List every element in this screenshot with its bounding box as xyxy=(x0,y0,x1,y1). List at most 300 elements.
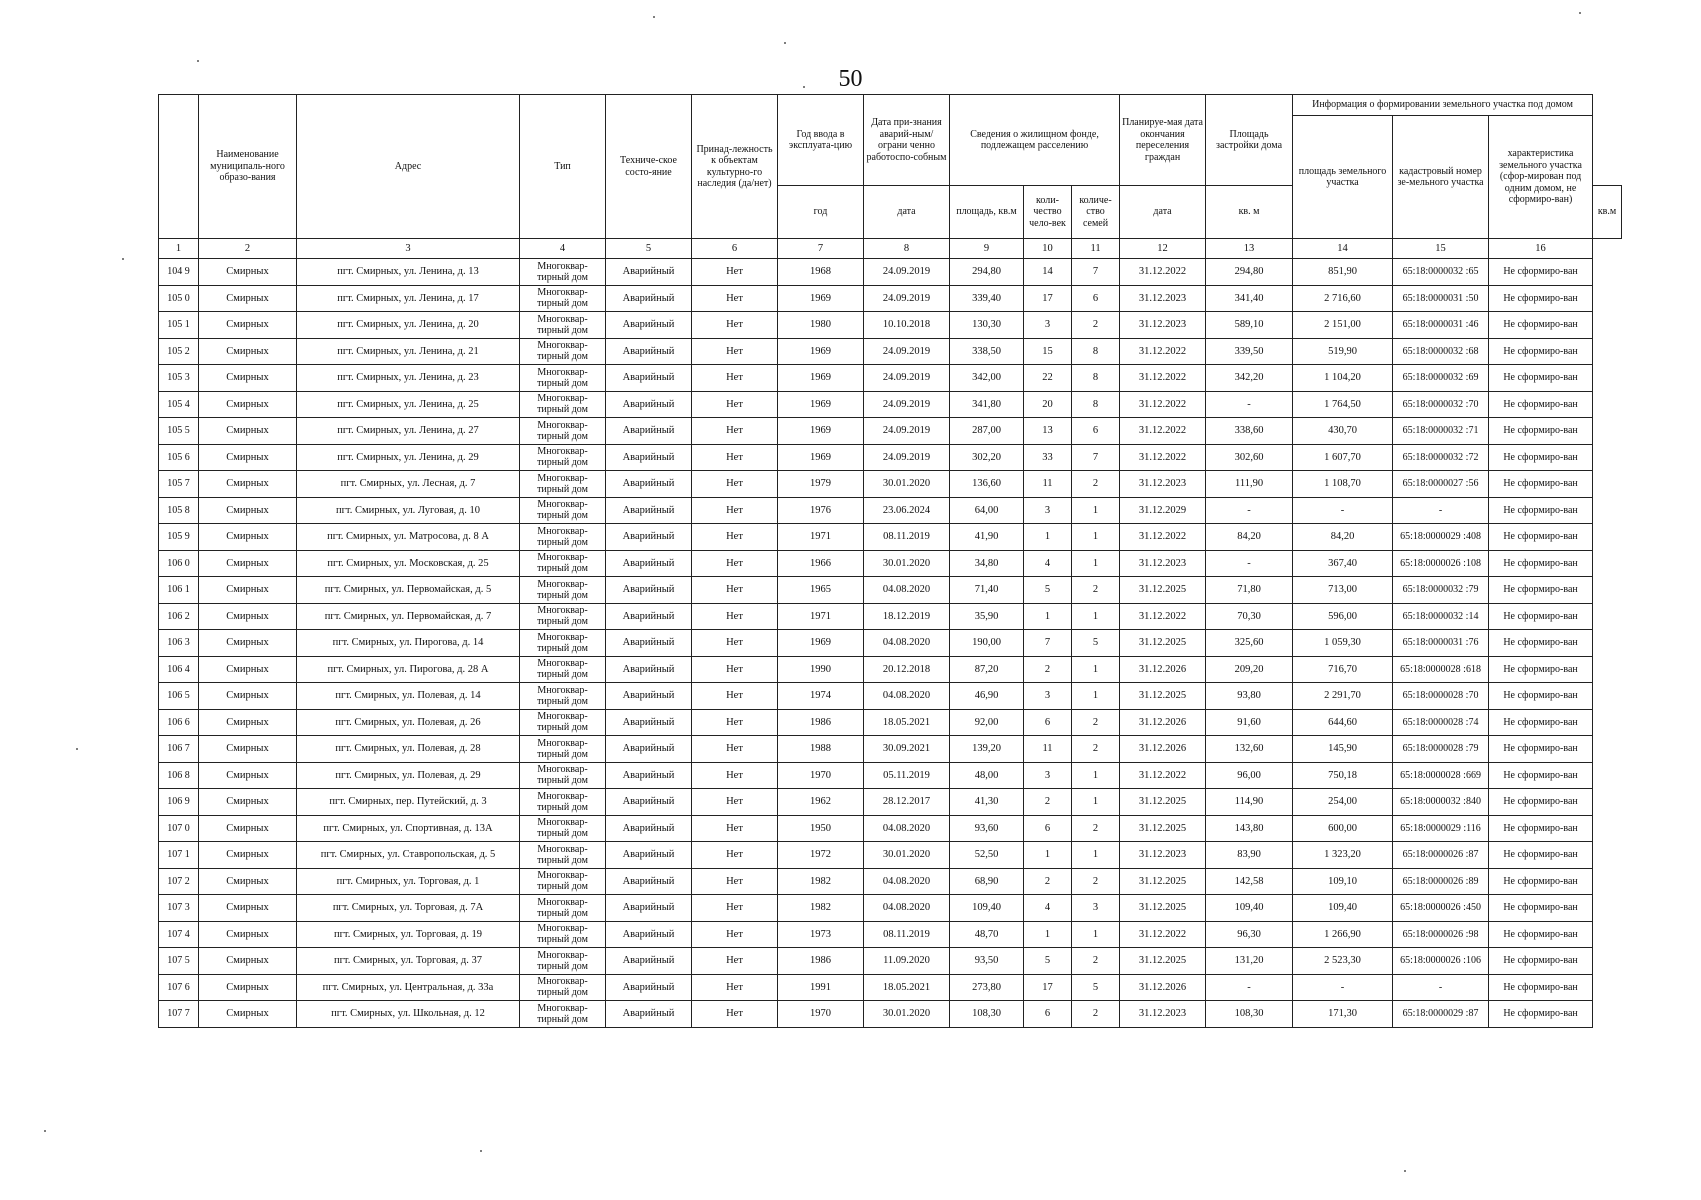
table-row xyxy=(159,868,1622,895)
family-count-cell: 8 xyxy=(1072,391,1120,418)
row-index: 107 4 xyxy=(159,921,199,948)
planned-date-cell: 31.12.2023 xyxy=(1120,285,1206,312)
row-index: 107 7 xyxy=(159,1001,199,1028)
table-row xyxy=(159,948,1622,975)
family-count-cell: 1 xyxy=(1072,762,1120,789)
table-row xyxy=(159,921,1622,948)
cadastral-number-cell: 65:18:0000028 :618 xyxy=(1393,656,1489,683)
cadastral-number-cell: 65:18:0000032 :68 xyxy=(1393,338,1489,365)
row-index: 107 0 xyxy=(159,815,199,842)
header-sub-plan-date: дата xyxy=(1120,186,1206,239)
building-area-cell: - xyxy=(1206,550,1293,577)
column-number-cell: 2 xyxy=(199,239,297,259)
land-area-cell: 1 607,70 xyxy=(1293,444,1393,471)
municipality-cell: Смирных xyxy=(199,709,297,736)
year-cell: 1974 xyxy=(778,683,864,710)
land-char-cell: Не сформиро-ван xyxy=(1489,948,1593,975)
municipality-cell: Смирных xyxy=(199,868,297,895)
emergency-date-cell: 30.01.2020 xyxy=(864,550,950,577)
land-char-cell: Не сформиро-ван xyxy=(1489,921,1593,948)
table-row xyxy=(159,762,1622,789)
planned-date-cell: 31.12.2022 xyxy=(1120,444,1206,471)
housing-register-table xyxy=(158,94,1622,1028)
family-count-cell: 3 xyxy=(1072,895,1120,922)
family-count-cell: 2 xyxy=(1072,1001,1120,1028)
planned-date-cell: 31.12.2023 xyxy=(1120,1001,1206,1028)
municipality-cell: Смирных xyxy=(199,815,297,842)
building-area-cell: 131,20 xyxy=(1206,948,1293,975)
column-number-cell: 8 xyxy=(864,239,950,259)
family-count-cell: 1 xyxy=(1072,789,1120,816)
land-char-cell: Не сформиро-ван xyxy=(1489,1001,1593,1028)
heritage-cell: Нет xyxy=(692,550,778,577)
building-area-cell: 325,60 xyxy=(1206,630,1293,657)
condition-cell: Аварийный xyxy=(606,603,692,630)
building-area-cell: 338,60 xyxy=(1206,418,1293,445)
cadastral-number-cell: 65:18:0000026 :108 xyxy=(1393,550,1489,577)
condition-cell: Аварийный xyxy=(606,259,692,286)
condition-cell: Аварийный xyxy=(606,444,692,471)
type-cell: Многоквар-тирный дом xyxy=(520,683,606,710)
living-area-cell: 341,80 xyxy=(950,391,1024,418)
land-area-cell: - xyxy=(1293,974,1393,1001)
scan-speck xyxy=(1404,1170,1406,1172)
column-number-cell: 11 xyxy=(1072,239,1120,259)
row-index: 107 2 xyxy=(159,868,199,895)
address-cell: пгт. Смирных, ул. Первомайская, д. 7 xyxy=(297,603,520,630)
family-count-cell: 1 xyxy=(1072,842,1120,869)
planned-date-cell: 31.12.2022 xyxy=(1120,365,1206,392)
row-index: 106 9 xyxy=(159,789,199,816)
planned-date-cell: 31.12.2025 xyxy=(1120,948,1206,975)
type-cell: Многоквар-тирный дом xyxy=(520,471,606,498)
land-char-cell: Не сформиро-ван xyxy=(1489,418,1593,445)
people-count-cell: 3 xyxy=(1024,497,1072,524)
header-land-char: характеристика земельного участка (сфор-мирован под одним домом, не сформиро-ван) xyxy=(1489,116,1593,239)
cadastral-number-cell: 65:18:0000029 :116 xyxy=(1393,815,1489,842)
year-cell: 1969 xyxy=(778,418,864,445)
people-count-cell: 2 xyxy=(1024,789,1072,816)
emergency-date-cell: 24.09.2019 xyxy=(864,391,950,418)
people-count-cell: 1 xyxy=(1024,842,1072,869)
table-row xyxy=(159,497,1622,524)
year-cell: 1988 xyxy=(778,736,864,763)
people-count-cell: 11 xyxy=(1024,471,1072,498)
type-cell: Многоквар-тирный дом xyxy=(520,259,606,286)
condition-cell: Аварийный xyxy=(606,285,692,312)
heritage-cell: Нет xyxy=(692,524,778,551)
row-index: 105 6 xyxy=(159,444,199,471)
emergency-date-cell: 23.06.2024 xyxy=(864,497,950,524)
land-char-cell: Не сформиро-ван xyxy=(1489,497,1593,524)
family-count-cell: 1 xyxy=(1072,524,1120,551)
address-cell: пгт. Смирных, ул. Школьная, д. 12 xyxy=(297,1001,520,1028)
building-area-cell: - xyxy=(1206,974,1293,1001)
heritage-cell: Нет xyxy=(692,1001,778,1028)
heritage-cell: Нет xyxy=(692,312,778,339)
family-count-cell: 1 xyxy=(1072,683,1120,710)
year-cell: 1968 xyxy=(778,259,864,286)
municipality-cell: Смирных xyxy=(199,577,297,604)
planned-date-cell: 31.12.2026 xyxy=(1120,974,1206,1001)
condition-cell: Аварийный xyxy=(606,709,692,736)
people-count-cell: 6 xyxy=(1024,815,1072,842)
building-area-cell: 302,60 xyxy=(1206,444,1293,471)
heritage-cell: Нет xyxy=(692,391,778,418)
emergency-date-cell: 04.08.2020 xyxy=(864,577,950,604)
emergency-date-cell: 24.09.2019 xyxy=(864,444,950,471)
heritage-cell: Нет xyxy=(692,736,778,763)
planned-date-cell: 31.12.2025 xyxy=(1120,630,1206,657)
building-area-cell: 91,60 xyxy=(1206,709,1293,736)
land-char-cell: Не сформиро-ван xyxy=(1489,471,1593,498)
planned-date-cell: 31.12.2029 xyxy=(1120,497,1206,524)
heritage-cell: Нет xyxy=(692,471,778,498)
emergency-date-cell: 20.12.2018 xyxy=(864,656,950,683)
land-area-cell: 109,10 xyxy=(1293,868,1393,895)
building-area-cell: 339,50 xyxy=(1206,338,1293,365)
table-row xyxy=(159,471,1622,498)
municipality-cell: Смирных xyxy=(199,1001,297,1028)
column-number-cell: 10 xyxy=(1024,239,1072,259)
heritage-cell: Нет xyxy=(692,709,778,736)
year-cell: 1972 xyxy=(778,842,864,869)
table-row xyxy=(159,683,1622,710)
family-count-cell: 2 xyxy=(1072,709,1120,736)
heritage-cell: Нет xyxy=(692,656,778,683)
municipality-cell: Смирных xyxy=(199,921,297,948)
planned-date-cell: 31.12.2022 xyxy=(1120,524,1206,551)
address-cell: пгт. Смирных, пер. Путейский, д. 3 xyxy=(297,789,520,816)
land-char-cell: Не сформиро-ван xyxy=(1489,895,1593,922)
address-cell: пгт. Смирных, ул. Торговая, д. 1 xyxy=(297,868,520,895)
year-cell: 1976 xyxy=(778,497,864,524)
living-area-cell: 87,20 xyxy=(950,656,1024,683)
cadastral-number-cell: 65:18:0000032 :70 xyxy=(1393,391,1489,418)
heritage-cell: Нет xyxy=(692,285,778,312)
column-number-cell: 3 xyxy=(297,239,520,259)
land-area-cell: 109,40 xyxy=(1293,895,1393,922)
row-index: 107 5 xyxy=(159,948,199,975)
year-cell: 1991 xyxy=(778,974,864,1001)
planned-date-cell: 31.12.2023 xyxy=(1120,312,1206,339)
heritage-cell: Нет xyxy=(692,921,778,948)
building-area-cell: 142,58 xyxy=(1206,868,1293,895)
condition-cell: Аварийный xyxy=(606,312,692,339)
condition-cell: Аварийный xyxy=(606,1001,692,1028)
emergency-date-cell: 04.08.2020 xyxy=(864,815,950,842)
land-area-cell: 519,90 xyxy=(1293,338,1393,365)
municipality-cell: Смирных xyxy=(199,338,297,365)
emergency-date-cell: 18.12.2019 xyxy=(864,603,950,630)
type-cell: Многоквар-тирный дом xyxy=(520,974,606,1001)
planned-date-cell: 31.12.2025 xyxy=(1120,577,1206,604)
building-area-cell: 93,80 xyxy=(1206,683,1293,710)
emergency-date-cell: 24.09.2019 xyxy=(864,285,950,312)
family-count-cell: 6 xyxy=(1072,418,1120,445)
emergency-date-cell: 24.09.2019 xyxy=(864,338,950,365)
land-area-cell: 644,60 xyxy=(1293,709,1393,736)
people-count-cell: 3 xyxy=(1024,312,1072,339)
land-area-cell: 1 104,20 xyxy=(1293,365,1393,392)
municipality-cell: Смирных xyxy=(199,683,297,710)
planned-date-cell: 31.12.2025 xyxy=(1120,789,1206,816)
cadastral-number-cell: 65:18:0000032 :65 xyxy=(1393,259,1489,286)
condition-cell: Аварийный xyxy=(606,365,692,392)
living-area-cell: 34,80 xyxy=(950,550,1024,577)
row-index: 105 2 xyxy=(159,338,199,365)
land-area-cell: 1 266,90 xyxy=(1293,921,1393,948)
condition-cell: Аварийный xyxy=(606,736,692,763)
row-index: 105 0 xyxy=(159,285,199,312)
building-area-cell: 342,20 xyxy=(1206,365,1293,392)
cadastral-number-cell: 65:18:0000026 :98 xyxy=(1393,921,1489,948)
people-count-cell: 17 xyxy=(1024,974,1072,1001)
planned-date-cell: 31.12.2026 xyxy=(1120,656,1206,683)
municipality-cell: Смирных xyxy=(199,259,297,286)
type-cell: Многоквар-тирный дом xyxy=(520,736,606,763)
emergency-date-cell: 18.05.2021 xyxy=(864,974,950,1001)
type-cell: Многоквар-тирный дом xyxy=(520,948,606,975)
header-sub-year: год xyxy=(778,186,864,239)
header-heritage: Принад-лежность к объектам культурно-го наследия (да/нет) xyxy=(692,95,778,239)
land-area-cell: 430,70 xyxy=(1293,418,1393,445)
header-address: Адрес xyxy=(297,95,520,239)
emergency-date-cell: 30.01.2020 xyxy=(864,471,950,498)
condition-cell: Аварийный xyxy=(606,842,692,869)
people-count-cell: 15 xyxy=(1024,338,1072,365)
condition-cell: Аварийный xyxy=(606,418,692,445)
table-row xyxy=(159,312,1622,339)
address-cell: пгт. Смирных, ул. Ленина, д. 13 xyxy=(297,259,520,286)
land-char-cell: Не сформиро-ван xyxy=(1489,789,1593,816)
condition-cell: Аварийный xyxy=(606,683,692,710)
land-area-cell: - xyxy=(1293,497,1393,524)
land-char-cell: Не сформиро-ван xyxy=(1489,868,1593,895)
type-cell: Многоквар-тирный дом xyxy=(520,497,606,524)
scan-speck xyxy=(76,748,78,750)
people-count-cell: 2 xyxy=(1024,868,1072,895)
table-row xyxy=(159,736,1622,763)
building-area-cell: 111,90 xyxy=(1206,471,1293,498)
building-area-cell: 108,30 xyxy=(1206,1001,1293,1028)
emergency-date-cell: 04.08.2020 xyxy=(864,630,950,657)
family-count-cell: 5 xyxy=(1072,974,1120,1001)
heritage-cell: Нет xyxy=(692,418,778,445)
year-cell: 1973 xyxy=(778,921,864,948)
emergency-date-cell: 05.11.2019 xyxy=(864,762,950,789)
municipality-cell: Смирных xyxy=(199,444,297,471)
land-area-cell: 750,18 xyxy=(1293,762,1393,789)
address-cell: пгт. Смирных, ул. Матросова, д. 8 А xyxy=(297,524,520,551)
column-number-cell: 7 xyxy=(778,239,864,259)
table-row xyxy=(159,391,1622,418)
year-cell: 1979 xyxy=(778,471,864,498)
heritage-cell: Нет xyxy=(692,868,778,895)
cadastral-number-cell: - xyxy=(1393,974,1489,1001)
land-char-cell: Не сформиро-ван xyxy=(1489,709,1593,736)
municipality-cell: Смирных xyxy=(199,497,297,524)
address-cell: пгт. Смирных, ул. Ленина, д. 27 xyxy=(297,418,520,445)
emergency-date-cell: 11.09.2020 xyxy=(864,948,950,975)
emergency-date-cell: 24.09.2019 xyxy=(864,259,950,286)
year-cell: 1969 xyxy=(778,630,864,657)
cadastral-number-cell: 65:18:0000028 :74 xyxy=(1393,709,1489,736)
table-row xyxy=(159,444,1622,471)
family-count-cell: 1 xyxy=(1072,921,1120,948)
table-row xyxy=(159,842,1622,869)
building-area-cell: 84,20 xyxy=(1206,524,1293,551)
building-area-cell: 132,60 xyxy=(1206,736,1293,763)
land-char-cell: Не сформиро-ван xyxy=(1489,312,1593,339)
building-area-cell: - xyxy=(1206,497,1293,524)
address-cell: пгт. Смирных, ул. Луговая, д. 10 xyxy=(297,497,520,524)
address-cell: пгт. Смирных, ул. Пирогова, д. 14 xyxy=(297,630,520,657)
living-area-cell: 64,00 xyxy=(950,497,1024,524)
people-count-cell: 33 xyxy=(1024,444,1072,471)
row-index: 105 3 xyxy=(159,365,199,392)
people-count-cell: 4 xyxy=(1024,895,1072,922)
header-land-area: площадь земельного участка xyxy=(1293,116,1393,239)
land-char-cell: Не сформиро-ван xyxy=(1489,338,1593,365)
land-char-cell: Не сформиро-ван xyxy=(1489,444,1593,471)
condition-cell: Аварийный xyxy=(606,577,692,604)
building-area-cell: 209,20 xyxy=(1206,656,1293,683)
type-cell: Многоквар-тирный дом xyxy=(520,444,606,471)
header-year-commission: Год ввода в эксплуата-цию xyxy=(778,95,864,186)
land-char-cell: Не сформиро-ван xyxy=(1489,524,1593,551)
heritage-cell: Нет xyxy=(692,948,778,975)
address-cell: пгт. Смирных, ул. Центральная, д. 33а xyxy=(297,974,520,1001)
cadastral-number-cell: 65:18:0000032 :14 xyxy=(1393,603,1489,630)
header-building-area: Площадь застройки дома xyxy=(1206,95,1293,186)
building-area-cell: 96,00 xyxy=(1206,762,1293,789)
type-cell: Многоквар-тирный дом xyxy=(520,1001,606,1028)
table-header xyxy=(159,95,1622,239)
land-area-cell: 716,70 xyxy=(1293,656,1393,683)
land-char-cell: Не сформиро-ван xyxy=(1489,365,1593,392)
scan-speck xyxy=(653,16,655,18)
address-cell: пгт. Смирных, ул. Торговая, д. 37 xyxy=(297,948,520,975)
type-cell: Многоквар-тирный дом xyxy=(520,815,606,842)
table-row xyxy=(159,418,1622,445)
row-index: 106 3 xyxy=(159,630,199,657)
page-number: 50 xyxy=(838,66,863,92)
type-cell: Многоквар-тирный дом xyxy=(520,285,606,312)
heritage-cell: Нет xyxy=(692,683,778,710)
municipality-cell: Смирных xyxy=(199,312,297,339)
heritage-cell: Нет xyxy=(692,259,778,286)
planned-date-cell: 31.12.2022 xyxy=(1120,921,1206,948)
people-count-cell: 7 xyxy=(1024,630,1072,657)
living-area-cell: 139,20 xyxy=(950,736,1024,763)
people-count-cell: 2 xyxy=(1024,656,1072,683)
condition-cell: Аварийный xyxy=(606,391,692,418)
heritage-cell: Нет xyxy=(692,630,778,657)
header-index xyxy=(159,95,199,239)
planned-date-cell: 31.12.2023 xyxy=(1120,550,1206,577)
cadastral-number-cell: 65:18:0000026 :87 xyxy=(1393,842,1489,869)
planned-date-cell: 31.12.2022 xyxy=(1120,391,1206,418)
living-area-cell: 46,90 xyxy=(950,683,1024,710)
type-cell: Многоквар-тирный дом xyxy=(520,630,606,657)
land-char-cell: Не сформиро-ван xyxy=(1489,683,1593,710)
table-body xyxy=(159,239,1622,1028)
living-area-cell: 136,60 xyxy=(950,471,1024,498)
header-housing-fund: Сведения о жилищном фонде, подлежащем расселению xyxy=(950,95,1120,186)
cadastral-number-cell: 65:18:0000032 :79 xyxy=(1393,577,1489,604)
emergency-date-cell: 04.08.2020 xyxy=(864,895,950,922)
living-area-cell: 130,30 xyxy=(950,312,1024,339)
land-char-cell: Не сформиро-ван xyxy=(1489,577,1593,604)
address-cell: пгт. Смирных, ул. Полевая, д. 29 xyxy=(297,762,520,789)
condition-cell: Аварийный xyxy=(606,524,692,551)
heritage-cell: Нет xyxy=(692,444,778,471)
municipality-cell: Смирных xyxy=(199,656,297,683)
land-area-cell: 1 108,70 xyxy=(1293,471,1393,498)
cadastral-number-cell: - xyxy=(1393,497,1489,524)
municipality-cell: Смирных xyxy=(199,365,297,392)
year-cell: 1980 xyxy=(778,312,864,339)
people-count-cell: 20 xyxy=(1024,391,1072,418)
scan-speck xyxy=(1579,12,1581,14)
type-cell: Многоквар-тирный дом xyxy=(520,365,606,392)
family-count-cell: 1 xyxy=(1072,656,1120,683)
building-area-cell: 294,80 xyxy=(1206,259,1293,286)
heritage-cell: Нет xyxy=(692,603,778,630)
row-index: 106 2 xyxy=(159,603,199,630)
living-area-cell: 287,00 xyxy=(950,418,1024,445)
building-area-cell: 143,80 xyxy=(1206,815,1293,842)
emergency-date-cell: 30.09.2021 xyxy=(864,736,950,763)
planned-date-cell: 31.12.2025 xyxy=(1120,683,1206,710)
heritage-cell: Нет xyxy=(692,365,778,392)
header-date-emergency: Дата при-знания аварий-ным/ограни ченно работоспо-собным xyxy=(864,95,950,186)
planned-date-cell: 31.12.2023 xyxy=(1120,842,1206,869)
family-count-cell: 2 xyxy=(1072,948,1120,975)
municipality-cell: Смирных xyxy=(199,524,297,551)
planned-date-cell: 31.12.2023 xyxy=(1120,471,1206,498)
row-index: 106 4 xyxy=(159,656,199,683)
header-sub-date: дата xyxy=(864,186,950,239)
column-number-cell: 4 xyxy=(520,239,606,259)
condition-cell: Аварийный xyxy=(606,471,692,498)
type-cell: Многоквар-тирный дом xyxy=(520,550,606,577)
municipality-cell: Смирных xyxy=(199,285,297,312)
table-row xyxy=(159,338,1622,365)
living-area-cell: 338,50 xyxy=(950,338,1024,365)
row-index: 107 6 xyxy=(159,974,199,1001)
condition-cell: Аварийный xyxy=(606,868,692,895)
family-count-cell: 8 xyxy=(1072,338,1120,365)
planned-date-cell: 31.12.2022 xyxy=(1120,762,1206,789)
cadastral-number-cell: 65:18:0000031 :50 xyxy=(1393,285,1489,312)
living-area-cell: 339,40 xyxy=(950,285,1024,312)
people-count-cell: 22 xyxy=(1024,365,1072,392)
type-cell: Многоквар-тирный дом xyxy=(520,338,606,365)
address-cell: пгт. Смирных, ул. Ставропольская, д. 5 xyxy=(297,842,520,869)
land-area-cell: 600,00 xyxy=(1293,815,1393,842)
table-row xyxy=(159,1001,1622,1028)
column-number-cell: 16 xyxy=(1489,239,1593,259)
scan-speck xyxy=(44,1130,46,1132)
living-area-cell: 93,60 xyxy=(950,815,1024,842)
year-cell: 1982 xyxy=(778,868,864,895)
land-area-cell: 254,00 xyxy=(1293,789,1393,816)
municipality-cell: Смирных xyxy=(199,895,297,922)
living-area-cell: 93,50 xyxy=(950,948,1024,975)
people-count-cell: 1 xyxy=(1024,603,1072,630)
